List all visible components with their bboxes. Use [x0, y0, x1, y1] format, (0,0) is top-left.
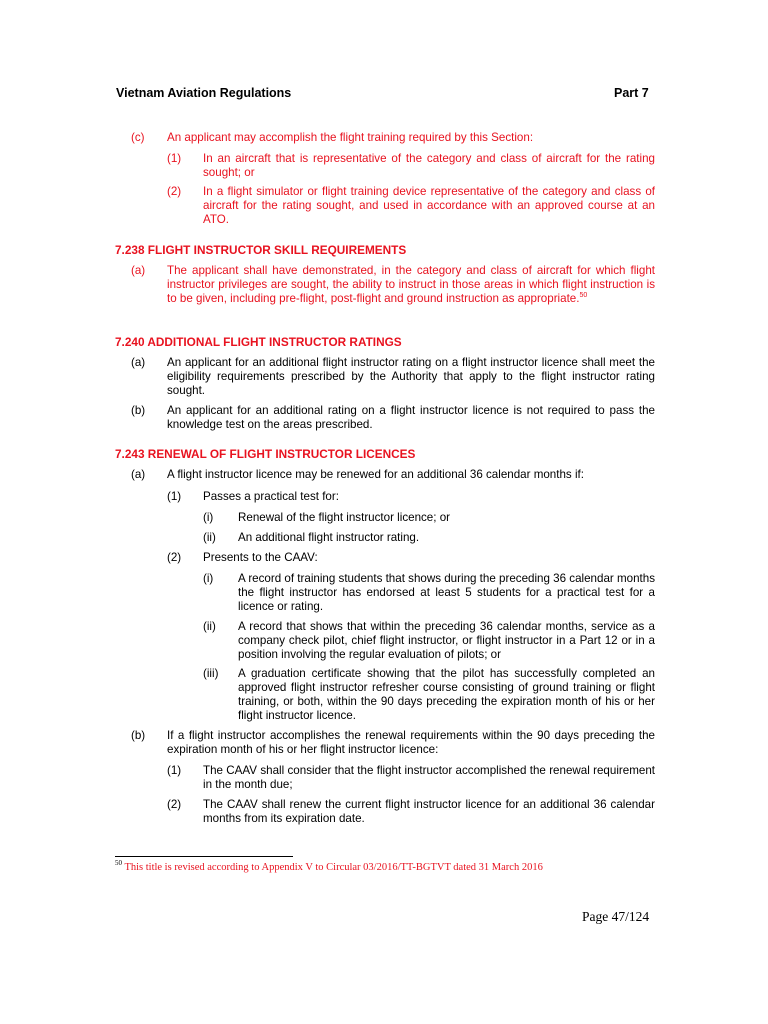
subitem-label: (iii): [203, 667, 219, 680]
paragraph-label: (b): [131, 404, 146, 417]
paragraph-text: An applicant for an additional flight instructor rating on a flight instructor licence shall meet the eligibility requirements prescribed by the Authority that apply to the flight instructor rating sought.: [167, 356, 655, 397]
paragraph-label: (c): [131, 131, 145, 144]
item-text: Passes a practical test for:: [203, 490, 339, 503]
subitem-label: (ii): [203, 620, 216, 633]
item-label: (2): [167, 551, 182, 564]
item-text: The CAAV shall consider that the flight instructor accomplished the renewal requirement in the month due;: [203, 764, 655, 791]
item-label: (1): [167, 152, 182, 165]
subitem-text: Renewal of the flight instructor licence; or: [238, 511, 451, 524]
paragraph-text-body: The applicant shall have demonstrated, in the category and class of aircraft for which flight instructor privileges are sought, the ability to instruct in those areas in which flight instruction is to be given, including pre-flight, post-flight and ground instruction as appropriate.: [167, 264, 655, 305]
subitem-text: A graduation certificate showing that the pilot has successfully completed an approved flight instructor refresher course consisting of ground training or flight training, or both, within the 90 days preceding the expiration month of his or her flight instructor licence.: [238, 667, 655, 722]
footnote-reference[interactable]: 50: [579, 292, 588, 300]
subitem-label: (i): [203, 511, 214, 524]
footnote-number: 50: [115, 859, 122, 867]
subitem-label: (i): [203, 572, 214, 585]
section-heading-7-240: 7.240 ADDITIONAL FLIGHT INSTRUCTOR RATINGS: [115, 335, 402, 349]
paragraph-text: [167, 264, 655, 306]
item-text: The CAAV shall renew the current flight instructor licence for an additional 36 calendar months from its expiration date.: [203, 798, 655, 825]
subitem-text: A record that shows that within the preceding 36 calendar months, service as a company check pilot, chief flight instructor, or flight instructor in a Part 12 or in a position involving the regular evaluation of pilots; or: [238, 620, 655, 661]
item-text: In a flight simulator or flight training device representative of the category and class of aircraft for the rating sought, and used in accordance with an approved course at an ATO.: [203, 185, 655, 226]
subitem-text: An additional flight instructor rating.: [238, 531, 420, 544]
section-heading-7-243: 7.243 RENEWAL OF FLIGHT INSTRUCTOR LICENCES: [115, 447, 416, 461]
item-label: (1): [167, 490, 182, 503]
item-label: (2): [167, 185, 182, 198]
item-text: Presents to the CAAV:: [203, 551, 318, 564]
paragraph-text: A flight instructor licence may be renewed for an additional 36 calendar months if:: [167, 468, 584, 481]
item-text: In an aircraft that is representative of the category and class of aircraft for the rating sought; or: [203, 152, 655, 179]
footnote-separator: [115, 856, 293, 857]
paragraph-label: (a): [131, 264, 146, 277]
subitem-text: A record of training students that shows during the preceding 36 calendar months the flight instructor has endorsed at least 5 students for a practical test for a licence or rating.: [238, 572, 655, 613]
footnote-text: This title is revised according to Appendix V to Circular 03/2016/TT-BGTVT dated 31 March 2016: [124, 862, 543, 873]
document-title: Vietnam Aviation Regulations: [116, 86, 292, 100]
paragraph-text: An applicant for an additional rating on a flight instructor licence is not required to pass the knowledge test on the areas prescribed.: [167, 404, 655, 431]
paragraph-label: (a): [131, 356, 146, 369]
paragraph-text: If a flight instructor accomplishes the renewal requirements within the 90 days preceding the expiration month of his or her flight instructor licence:: [167, 729, 655, 756]
paragraph-text: An applicant may accomplish the flight training required by this Section:: [167, 131, 534, 144]
paragraph-label: (b): [131, 729, 146, 742]
subitem-label: (ii): [203, 531, 216, 544]
page-number: Page 47/124: [582, 909, 650, 924]
part-label: Part 7: [614, 86, 649, 100]
footnote: [115, 859, 543, 873]
item-label: (2): [167, 798, 182, 811]
paragraph-label: (a): [131, 468, 146, 481]
section-heading-7-238: 7.238 FLIGHT INSTRUCTOR SKILL REQUIREMENTS: [115, 243, 407, 257]
item-label: (1): [167, 764, 182, 777]
